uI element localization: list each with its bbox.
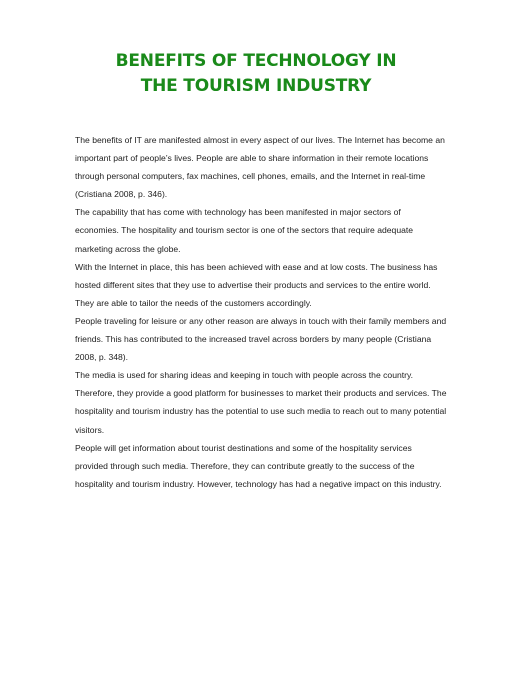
document-body <box>75 131 447 493</box>
paragraph-2: The capability that has come with technology has been manifested in major sectors of economies. The hospitality and tourism sector is one of the sectors that require adequate marketing across the globe. <box>75 207 414 254</box>
paragraph-5: The media is used for sharing ideas and keeping in touch with people across the country. Therefore, they provide a good platform for businesses to market their products and services. The hospitality and tourism industry has the potential to use such media to reach out to many potential visitors. <box>75 370 447 435</box>
paragraph-3: With the Internet in place, this has been achieved with ease and at low costs. The business has hosted different sites that they use to advertise their products and services to the entire world. They are able to tailor the needs of the customers accordingly. <box>75 261 438 308</box>
title-line-1: BENEFITS OF TECHNOLOGY IN <box>115 51 397 71</box>
document-title <box>60 49 452 99</box>
paragraph-6: People will get information about tourist destinations and some of the hospitality services provided through such media. Therefore, they can contribute greatly to the success of the hospitality and tourism industry. However, technology has had a negative impact on this industry. <box>75 442 442 489</box>
paragraph-1: The benefits of IT are manifested almost in every aspect of our lives. The Internet has become an important part of people’s lives. People are able to share information in their remote locations through personal computers, fax machines, cell phones, emails, and the Internet in real-time (Cristiana 2008, p. 346). <box>75 135 445 200</box>
title-line-2: THE TOURISM INDUSTRY <box>140 76 372 96</box>
paragraph-4: People traveling for leisure or any other reason are always in touch with their family members and friends. This has contributed to the increased travel across borders by many people (Cristiana 2008, p. 348). <box>75 315 447 363</box>
